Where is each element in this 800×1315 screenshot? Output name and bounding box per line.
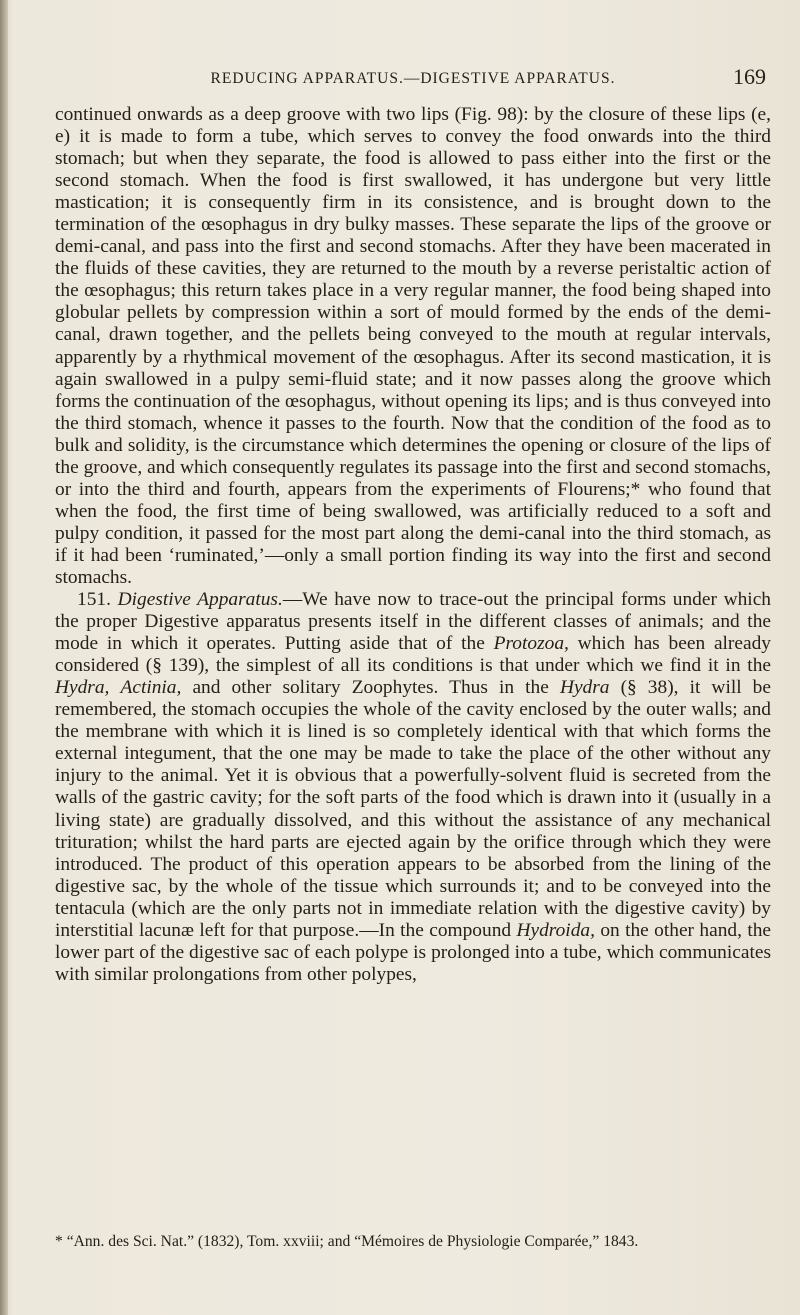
section-heading: Digestive Apparatus.: [117, 589, 283, 611]
paragraph-text: continued onwards as a deep groove with two lips (Fig. 98): by the closure of these lips (e, e) it is made to form a tube, which serves to convey the food onwards into the third stomach; but when they separate, the food is allowed to pass either into the first or the second stomach. When the food is first swallowed, it has undergone but very little mastication; it is consequently firm in its consistence, and is brought down to the termination of the œsophagus in dry bulky masses. These separate the lips of the groove or demi-canal, and pass into the first and second stomachs. After they have been macerated in the fluids of these cavities, they are returned to the mouth by a reverse peristaltic action of the œsophagus; this return takes place in a very regular manner, the food being shaped into globular pellets by compression within a sort of mould formed by the ends of the demi-canal, drawn together, and the pellets being conveyed to the mouth at regular intervals, apparently by a rhythmical movement of the œsophagus. After its second mastication, it is again swallowed in a pulpy semi-fluid state; and it now passes along the groove which forms the continuation of the œsophagus, without opening its lips; and is thus conveyed into the third stomach, whence it passes to the fourth. Now that the condition of the food as to bulk and solidity, is the circumstance which determines the opening or closure of the lips of the groove, and which consequently regulates its passage into the first and second stomachs, or into the third and fourth, appears from the experiments of Flourens;* who found that when the food, the first time of being swallowed, was artificially reduced to a soft and pulpy condition, it passed for the most part along the demi-canal into the third stomach, as if it had been ‘ruminated,’—only a small portion finding its way into the first and second stomachs.: [55, 104, 771, 588]
page-number: 169: [733, 64, 766, 89]
paragraph-text: —We have now to trace-out the principal forms under which the proper Digestive apparatus presents itself in the different classes of animals; and the mode in which it operates. Putting aside that of the: [55, 589, 771, 655]
term-hydra: Hydra: [559, 677, 610, 699]
page-spine-shadow: [0, 0, 8, 1315]
term-actinia: Actinia,: [120, 677, 182, 699]
term-protozoa: Protozoa,: [493, 633, 569, 655]
paragraph-text: on the other hand, the lower part of the digestive sac of each polype is prolonged into a tube, which communicates with similar prolongations from other polypes,: [55, 919, 772, 985]
body-text: [55, 104, 771, 986]
running-title: REDUCING APPARATUS.—DIGESTIVE APPARATUS.: [210, 70, 616, 87]
paragraph-text: which has been already considered (§ 139), the simplest of all its conditions is that under which we find it in the: [55, 633, 771, 677]
footnote: * “Ann. des Sci. Nat.” (1832), Tom. xxviii; and “Mémoires de Physiologie Comparée,” 1843.: [55, 1233, 639, 1250]
paragraph-digestive-apparatus: [55, 589, 771, 986]
term-hydroida: Hydroida,: [516, 919, 595, 941]
paragraph-text: (§ 38), it will be remembered, the stomach occupies the whole of the cavity enclosed by the outer walls; and the membrane with which it is lined is so completely identical with that which forms the external integument, that the one may be made to take the place of the other without any injury to the animal. Yet it is obvious that a powerfully-solvent fluid is secreted from the walls of the gastric cavity; for the soft parts of the food which is drawn into it (usually in a living state) are gradually dissolved, and this without the assistance of any mechanical trituration; whilst the hard parts are ejected again by the orifice through which they were introduced. The product of this operation appears to be absorbed from the lining of the digestive sac, by the whole of the tissue which surrounds it; and to be conveyed into the tentacula (which are the only parts not in immediate relation with the digestive cavity) by interstitial lacunæ left for that purpose.—In the compound: [55, 677, 771, 941]
page-header: [60, 66, 766, 92]
paragraph-rumination: [55, 104, 771, 589]
paragraph-text: and other solitary Zoophytes. Thus in the: [181, 677, 560, 699]
section-number: 151.: [77, 589, 118, 611]
term-hydra: Hydra,: [55, 677, 110, 699]
